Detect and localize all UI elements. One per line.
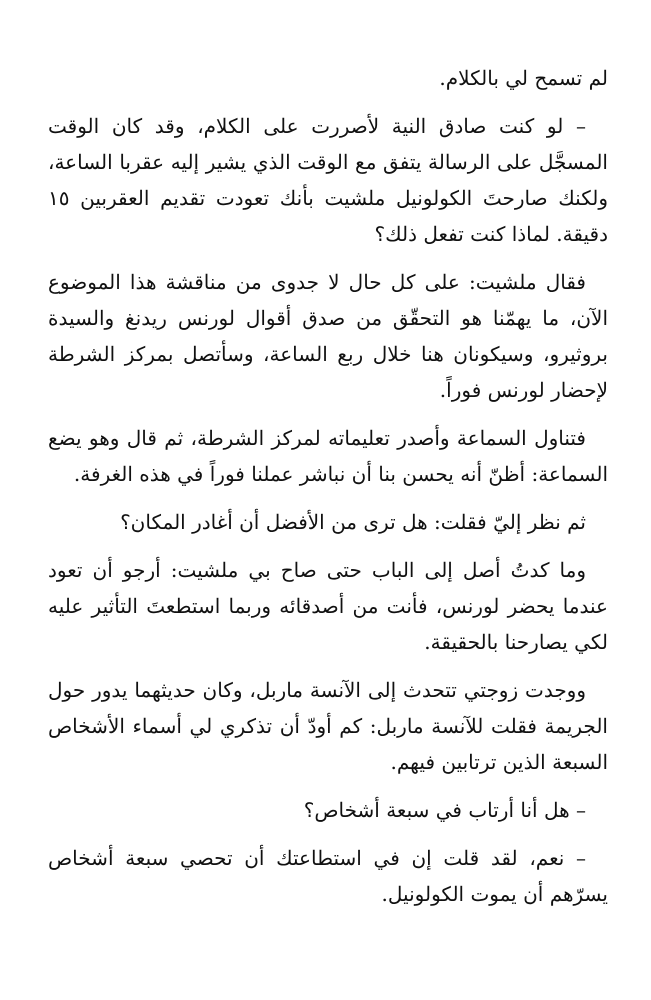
paragraph-7: ووجدت زوجتي تتحدث إلى الآنسة ماربل، وكان حديثهما يدور حول الجريمة فقلت للآنسة ماربل: كم أودّ أن تذكري لي أسماء الأشخاص السبعة الذين ترتابين فيهم. [48, 678, 608, 774]
book-page [48, 60, 608, 924]
paragraph-8: – هل أنا أرتاب في سبعة أشخاص؟ [303, 798, 586, 822]
paragraph-3: فقال ملشيت: على كل حال لا جدوى من مناقشة هذا الموضوع الآن، ما يهمّنا هو التحقّق من صدق أقوال لورنس ريدنغ والسيدة بروثيرو، وسيكونان هنا خلال ربع الساعة، وسأتصل بمركز الشرطة لإحضار لورنس فوراً. [48, 270, 608, 402]
paragraph-2: – لو كنت صادق النية لأصررت على الكلام، وقد كان الوقت المسجَّل على الرسالة يتفق مع الوقت الذي يشير إليه عقربا الساعة، ولكنك صارحتَ الكولونيل ملشيت بأنك تعودت تقديم العقربين ١٥ دقيقة. لماذا كنت تفعل ذلك؟ [48, 114, 608, 246]
paragraph-9: – نعم، لقد قلت إن في استطاعتك أن تحصي سبعة أشخاص يسرّهم أن يموت الكولونيل. [48, 846, 608, 906]
paragraph-1: لم تسمح لي بالكلام. [439, 66, 608, 90]
paragraph-5: ثم نظر إليّ فقلت: هل ترى من الأفضل أن أغادر المكان؟ [120, 510, 586, 534]
paragraph-4: فتناول السماعة وأصدر تعليماته لمركز الشرطة، ثم قال وهو يضع السماعة: أظنّ أنه يحسن بنا أن نباشر عملنا فوراً في هذه الغرفة. [48, 426, 608, 486]
paragraph-6: وما كدتُ أصل إلى الباب حتى صاح بي ملشيت: أرجو أن تعود عندما يحضر لورنس، فأنت من أصدقائه وربما استطعتَ التأثير عليه لكي يصارحنا بالحقيقة. [48, 558, 608, 654]
